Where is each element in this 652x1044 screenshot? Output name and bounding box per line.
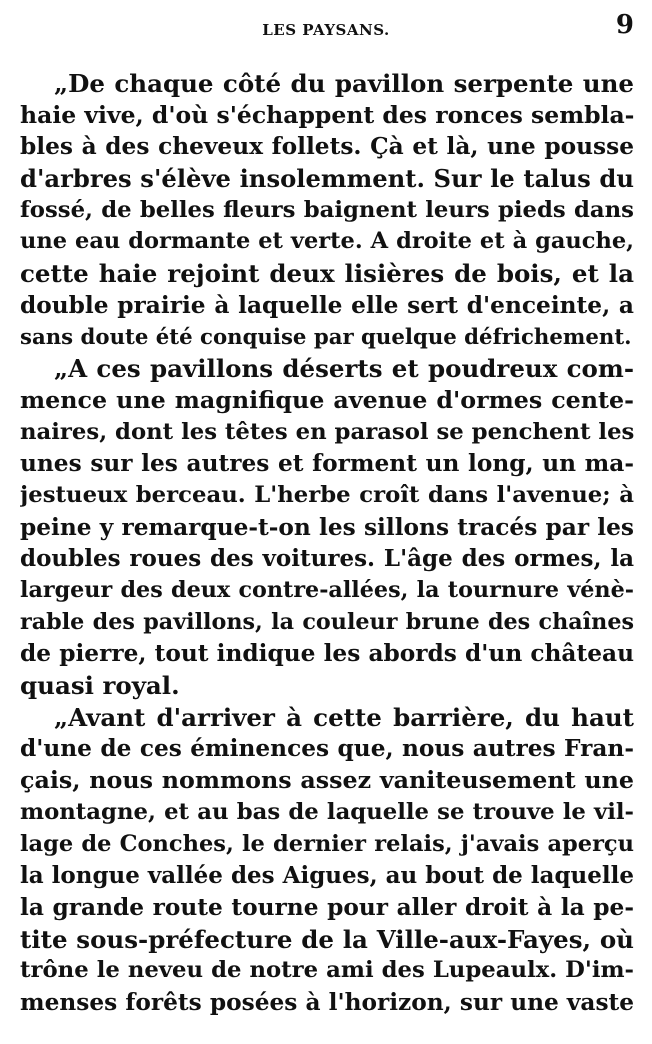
body-text xyxy=(20,68,634,1019)
text-line: „De chaque côté du pavillon serpente une xyxy=(54,69,634,98)
text-line: la grande route tourne pour aller droit à la pe- xyxy=(20,893,634,921)
text-line: peine y remarque-t-on les sillons tracés par les xyxy=(20,513,634,541)
text-line: une eau dormante et verte. A droite et à gauche, xyxy=(20,228,634,255)
text-line: bles à des cheveux follets. Çà et là, une pousse xyxy=(20,133,634,161)
running-title: LES PAYSANS. xyxy=(262,21,390,39)
page-header xyxy=(0,0,652,60)
text-line: sans doute été conquise par quelque défrichement. xyxy=(20,324,632,350)
text-line: jestueux berceau. L'herbe croît dans l'avenue; à xyxy=(20,481,634,508)
text-line: rable des pavillons, la couleur brune des chaînes xyxy=(20,608,634,635)
text-line: trône le neveu de notre ami des Lupeaulx. D'im- xyxy=(20,957,634,984)
text-line: naires, dont les têtes en parasol se penchent les xyxy=(20,418,634,445)
text-line: doubles roues des voitures. L'âge des ormes, la xyxy=(20,545,634,573)
text-line: fossé, de belles fleurs baignent leurs pieds dans xyxy=(20,196,634,223)
text-line: montagne, et au bas de laquelle se trouve le vil- xyxy=(20,798,634,825)
text-line: lage de Conches, le dernier relais, j'avais aperçu xyxy=(20,830,634,857)
text-line: d'arbres s'élève insolemment. Sur le talus du xyxy=(20,164,634,194)
text-line: „A ces pavillons déserts et poudreux com- xyxy=(54,354,634,384)
text-line: largeur des deux contre-allées, la tournure vénè- xyxy=(20,577,634,603)
text-line: menses forêts posées à l'horizon, sur une vaste xyxy=(20,988,634,1016)
text-line: de pierre, tout indique les abords d'un château xyxy=(20,640,634,668)
text-line: la longue vallée des Aigues, au bout de laquelle xyxy=(20,862,634,890)
text-line: cette haie rejoint deux lisières de bois, et la xyxy=(20,259,634,289)
text-line: unes sur les autres et forment un long, un ma- xyxy=(20,450,634,478)
text-line: haie vive, d'où s'échappent des ronces sembla- xyxy=(20,100,634,129)
text-line: double prairie à laquelle elle sert d'enceinte, a xyxy=(20,291,634,319)
page-number: 9 xyxy=(615,10,634,40)
text-line: quasi royal. xyxy=(20,671,180,701)
text-line: „Avant d'arriver à cette barrière, du haut xyxy=(54,702,634,732)
text-line: tite sous-préfecture de la Ville-aux-Fayes, où xyxy=(20,924,634,954)
text-line: d'une de ces éminences que, nous autres Fran- xyxy=(20,735,634,763)
text-line: mence une magnifique avenue d'ormes cente- xyxy=(20,385,634,414)
text-line: çais, nous nommons assez vaniteusement une xyxy=(20,766,634,795)
